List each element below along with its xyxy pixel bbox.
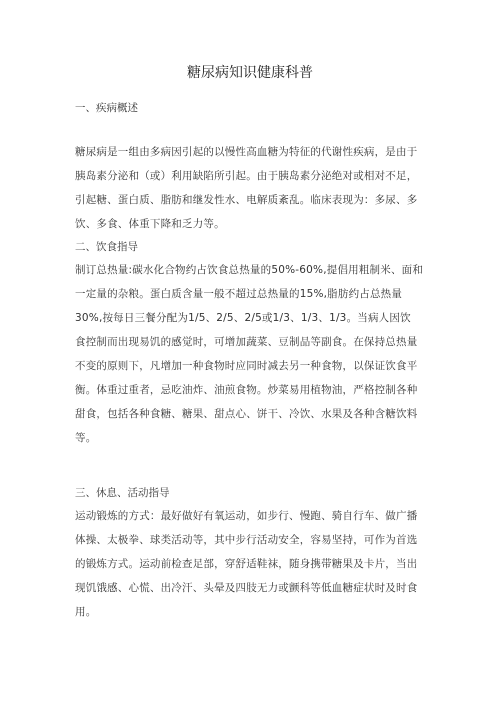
paragraph-line: 不变的原则下，凡增加一种食物时应同时减去另一种食物，以保证饮食平	[75, 360, 418, 372]
paragraph-line: 胰岛素分泌和（或）利用缺陷所引起。由于胰岛素分泌绝对或相对不足，	[75, 170, 418, 182]
paragraph-line: 甜食，包括各种食糖、糖果、甜点心、饼干、冷饮、水果及各种含糖饮料	[75, 408, 418, 420]
section-body-activity	[75, 504, 425, 624]
section-body-diet	[75, 258, 425, 450]
paragraph-line: 的锻炼方式。运动前检查足部，穿舒适鞋袜，随身携带糖果及卡片，当出	[75, 558, 418, 570]
section-body-overview	[75, 140, 425, 236]
paragraph-line: 现饥饿感、心慌、出冷汗、头晕及四肢无力或颤科等低血糖症状时及时食	[75, 582, 418, 594]
section-heading-activity: 三、休息、活动指导	[75, 487, 170, 499]
paragraph-line: 用。	[75, 606, 97, 618]
paragraph-line: 衡。体重过重者，忌吃油炸、油煎食物。炒菜易用植物油，严格控制各种	[75, 384, 418, 396]
paragraph-line: 30%,按每日三餐分配为1/5、2/5、2/5或1/3、1/3、1/3。当病人因饮	[75, 312, 411, 324]
paragraph-line: 糖尿病是一组由多病因引起的以慢性高血糖为特征的代谢性疾病，是由于	[75, 146, 418, 158]
paragraph-line: 运动锻炼的方式：最好做好有氧运动，如步行、慢跑、骑自行车、做广播	[75, 510, 418, 522]
paragraph-line: 体操、太极拳、球类活动等，其中步行活动安全，容易坚持，可作为首选	[75, 534, 418, 546]
paragraph-line: 等。	[75, 432, 97, 444]
document-title: 糖尿病知识健康科普	[187, 65, 313, 81]
paragraph-line: 引起糖、蛋白质、脂肪和继发性水、电解质紊乱。临床表现为：多尿、多	[75, 194, 418, 206]
section-heading-overview: 一、疾病概述	[75, 102, 138, 114]
paragraph-line: 一定量的杂粮。蛋白质含量一般不超过总热量的15%,脂肪约占总热量	[75, 288, 403, 300]
section-heading-diet: 二、饮食指导	[75, 241, 138, 253]
paragraph-line: 食控制而出现易饥的感觉时，可增加蔬菜、豆制品等副食。在保持总热量	[75, 336, 418, 348]
paragraph-line: 饮、多食、体重下降和乏力等。	[75, 218, 225, 230]
paragraph-line: 制订总热量:碳水化合物约占饮食总热量的50%-60%,提倡用粗制米、面和	[75, 264, 424, 276]
